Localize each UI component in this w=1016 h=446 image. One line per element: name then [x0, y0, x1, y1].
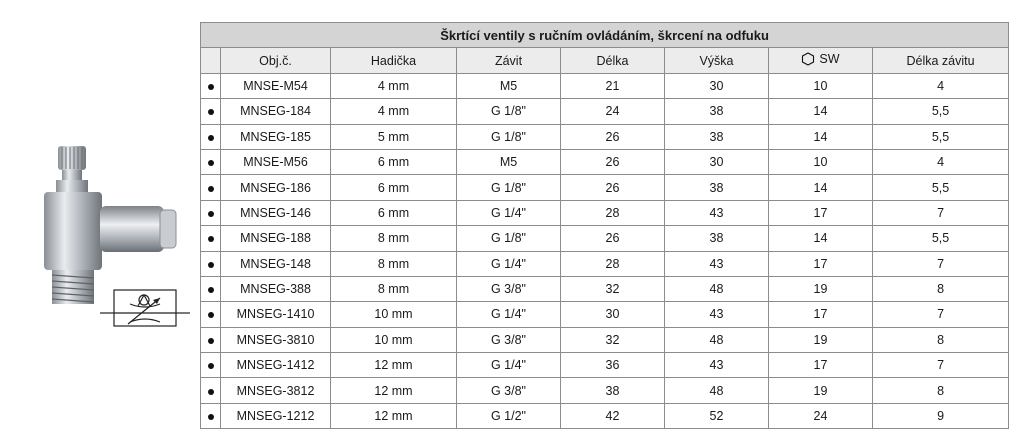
cell-delka-zavitu: 9: [873, 403, 1009, 428]
header-delka-zavitu: Délka závitu: [873, 48, 1009, 73]
row-bullet: [201, 99, 221, 124]
cell-obj: MNSEG-388: [221, 276, 331, 301]
cell-sw: 17: [769, 302, 873, 327]
cell-delka-zavitu: 5,5: [873, 99, 1009, 124]
row-bullet: [201, 378, 221, 403]
cell-hadicka: 10 mm: [331, 302, 457, 327]
cell-zavit: G 3/8": [457, 327, 561, 352]
cell-hadicka: 10 mm: [331, 327, 457, 352]
header-delka: Délka: [561, 48, 665, 73]
cell-zavit: G 1/8": [457, 99, 561, 124]
cell-zavit: G 1/4": [457, 200, 561, 225]
table-row: [201, 302, 1009, 327]
bullet-icon: [208, 186, 214, 192]
cell-obj: MNSEG-188: [221, 226, 331, 251]
cell-delka-zavitu: 7: [873, 200, 1009, 225]
bullet-icon: [208, 338, 214, 344]
spec-table-container: [200, 22, 1008, 429]
row-bullet: [201, 175, 221, 200]
table-row: [201, 378, 1009, 403]
cell-obj: MNSEG-184: [221, 99, 331, 124]
cell-vyska: 38: [665, 99, 769, 124]
cell-sw: 17: [769, 353, 873, 378]
cell-obj: MNSEG-1410: [221, 302, 331, 327]
row-bullet: [201, 200, 221, 225]
cell-delka-zavitu: 4: [873, 149, 1009, 174]
cell-delka-zavitu: 8: [873, 276, 1009, 301]
cell-delka: 26: [561, 175, 665, 200]
cell-obj: MNSEG-185: [221, 124, 331, 149]
cell-hadicka: 12 mm: [331, 403, 457, 428]
cell-delka-zavitu: 5,5: [873, 175, 1009, 200]
cell-vyska: 38: [665, 175, 769, 200]
header-sw-label: SW: [819, 52, 840, 67]
cell-delka: 28: [561, 200, 665, 225]
cell-zavit: M5: [457, 73, 561, 98]
cell-sw: 19: [769, 276, 873, 301]
table-row: [201, 99, 1009, 124]
cell-zavit: G 1/4": [457, 302, 561, 327]
table-row: [201, 149, 1009, 174]
cell-hadicka: 8 mm: [331, 226, 457, 251]
table-row: [201, 327, 1009, 352]
cell-delka: 30: [561, 302, 665, 327]
cell-sw: 10: [769, 73, 873, 98]
cell-obj: MNSEG-148: [221, 251, 331, 276]
cell-obj: MNSEG-146: [221, 200, 331, 225]
cell-sw: 17: [769, 200, 873, 225]
cell-zavit: G 3/8": [457, 276, 561, 301]
cell-hadicka: 12 mm: [331, 353, 457, 378]
cell-vyska: 30: [665, 149, 769, 174]
cell-obj: MNSE-M54: [221, 73, 331, 98]
cell-delka: 42: [561, 403, 665, 428]
cell-obj: MNSE-M56: [221, 149, 331, 174]
cell-sw: 17: [769, 251, 873, 276]
table-row: [201, 73, 1009, 98]
cell-sw: 19: [769, 327, 873, 352]
cell-vyska: 52: [665, 403, 769, 428]
table-row: [201, 353, 1009, 378]
table-title: Škrtící ventily s ručním ovládáním, škrcení na odfuku: [201, 23, 1009, 48]
row-bullet: [201, 149, 221, 174]
header-hadicka: Hadička: [331, 48, 457, 73]
cell-zavit: G 1/4": [457, 251, 561, 276]
cell-delka: 26: [561, 124, 665, 149]
bullet-icon: [208, 236, 214, 242]
header-bullet: [201, 48, 221, 73]
cell-zavit: G 1/8": [457, 124, 561, 149]
cell-delka: 24: [561, 99, 665, 124]
row-bullet: [201, 403, 221, 428]
cell-delka: 26: [561, 226, 665, 251]
cell-hadicka: 4 mm: [331, 73, 457, 98]
row-bullet: [201, 124, 221, 149]
bullet-icon: [208, 211, 214, 217]
bullet-icon: [208, 414, 214, 420]
row-bullet: [201, 251, 221, 276]
cell-delka-zavitu: 7: [873, 302, 1009, 327]
header-vyska: Výška: [665, 48, 769, 73]
cell-sw: 10: [769, 149, 873, 174]
cell-obj: MNSEG-1412: [221, 353, 331, 378]
header-obj: Obj.č.: [221, 48, 331, 73]
cell-zavit: G 1/8": [457, 175, 561, 200]
cell-vyska: 38: [665, 124, 769, 149]
table-row: [201, 226, 1009, 251]
cell-vyska: 43: [665, 353, 769, 378]
cell-hadicka: 8 mm: [331, 276, 457, 301]
cell-zavit: G 1/4": [457, 353, 561, 378]
cell-sw: 24: [769, 403, 873, 428]
bullet-icon: [208, 109, 214, 115]
cell-vyska: 43: [665, 200, 769, 225]
bullet-icon: [208, 312, 214, 318]
cell-vyska: 48: [665, 378, 769, 403]
table-row: [201, 403, 1009, 428]
cell-delka: 38: [561, 378, 665, 403]
cell-hadicka: 6 mm: [331, 149, 457, 174]
bullet-icon: [208, 389, 214, 395]
cell-obj: MNSEG-3812: [221, 378, 331, 403]
cell-hadicka: 12 mm: [331, 378, 457, 403]
cell-delka: 21: [561, 73, 665, 98]
hexagon-icon: [801, 52, 815, 66]
cell-delka: 36: [561, 353, 665, 378]
bullet-icon: [208, 287, 214, 293]
cell-hadicka: 6 mm: [331, 200, 457, 225]
row-bullet: [201, 353, 221, 378]
bullet-icon: [208, 84, 214, 90]
cell-sw: 14: [769, 175, 873, 200]
cell-vyska: 48: [665, 327, 769, 352]
header-sw: [769, 48, 873, 73]
bullet-icon: [208, 135, 214, 141]
cell-delka: 32: [561, 327, 665, 352]
cell-sw: 14: [769, 226, 873, 251]
cell-vyska: 43: [665, 251, 769, 276]
row-bullet: [201, 302, 221, 327]
table-header-row: [201, 48, 1009, 73]
cell-zavit: G 1/8": [457, 226, 561, 251]
cell-delka: 28: [561, 251, 665, 276]
bullet-icon: [208, 262, 214, 268]
table-row: [201, 124, 1009, 149]
cell-zavit: G 1/2": [457, 403, 561, 428]
table-body: [201, 73, 1009, 428]
cell-sw: 14: [769, 124, 873, 149]
row-bullet: [201, 327, 221, 352]
row-bullet: [201, 276, 221, 301]
bullet-icon: [208, 363, 214, 369]
cell-hadicka: 5 mm: [331, 124, 457, 149]
cell-delka-zavitu: 8: [873, 378, 1009, 403]
cell-hadicka: 4 mm: [331, 99, 457, 124]
cell-delka: 26: [561, 149, 665, 174]
cell-obj: MNSEG-186: [221, 175, 331, 200]
cell-hadicka: 6 mm: [331, 175, 457, 200]
cell-vyska: 48: [665, 276, 769, 301]
bullet-icon: [208, 160, 214, 166]
cell-delka-zavitu: 5,5: [873, 124, 1009, 149]
cell-delka-zavitu: 7: [873, 251, 1009, 276]
cell-vyska: 43: [665, 302, 769, 327]
cell-vyska: 38: [665, 226, 769, 251]
cell-zavit: M5: [457, 149, 561, 174]
row-bullet: [201, 73, 221, 98]
table-row: [201, 200, 1009, 225]
cell-sw: 19: [769, 378, 873, 403]
table-row: [201, 175, 1009, 200]
flow-control-valve-symbol-icon: [100, 288, 190, 328]
cell-sw: 14: [769, 99, 873, 124]
cell-hadicka: 8 mm: [331, 251, 457, 276]
header-zavit: Závit: [457, 48, 561, 73]
cell-zavit: G 3/8": [457, 378, 561, 403]
cell-obj: MNSEG-1212: [221, 403, 331, 428]
spec-table: [200, 22, 1009, 429]
cell-delka-zavitu: 7: [873, 353, 1009, 378]
cell-obj: MNSEG-3810: [221, 327, 331, 352]
cell-delka-zavitu: 8: [873, 327, 1009, 352]
cell-delka-zavitu: 5,5: [873, 226, 1009, 251]
table-row: [201, 251, 1009, 276]
row-bullet: [201, 226, 221, 251]
cell-delka: 32: [561, 276, 665, 301]
table-row: [201, 276, 1009, 301]
cell-vyska: 30: [665, 73, 769, 98]
cell-delka-zavitu: 4: [873, 73, 1009, 98]
